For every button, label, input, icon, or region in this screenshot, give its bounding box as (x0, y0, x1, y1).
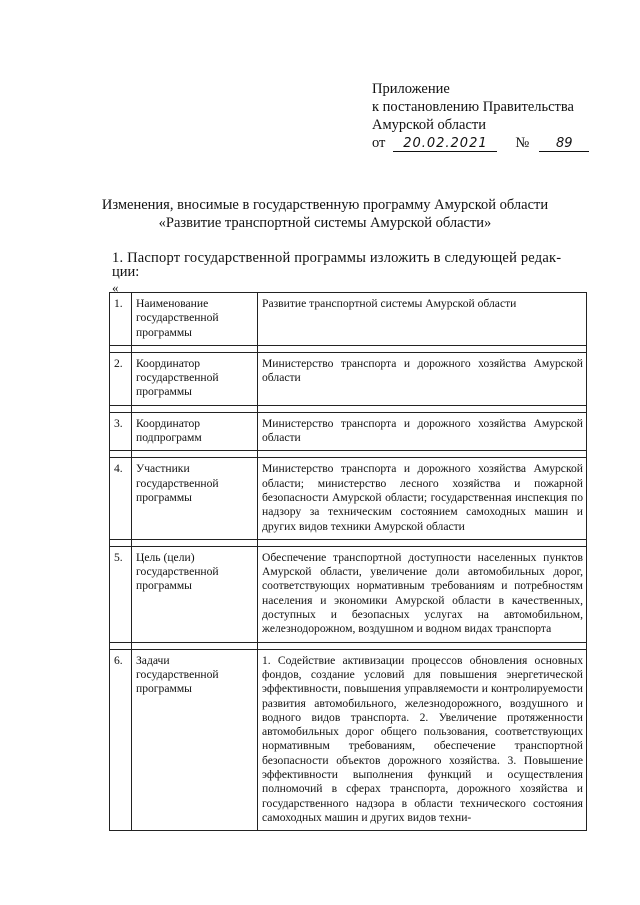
title-line-2: «Развитие транспортной системы Амурской области» (158, 215, 492, 231)
row-number: 3. (110, 412, 132, 451)
row-value: Министерство транспорта и дорожного хозяйства Амурской области (258, 352, 587, 405)
row-number: 1. (110, 293, 132, 346)
table-row (110, 412, 587, 451)
row-label: Цель (цели) государственной программы (132, 546, 258, 642)
row-value: Министерство транспорта и дорожного хозяйства Амурской области; министерство лесного хозяйства и пожарной безопасности Амурской области; государственная инспекция по надзору за техническим состоянием самоходных машин и других видов техники Амурской области (258, 458, 587, 539)
ot-label: от (372, 135, 386, 151)
row-number: 4. (110, 458, 132, 539)
row-number: 5. (110, 546, 132, 642)
handwritten-date: 20.02.2021 (393, 137, 497, 152)
row-value: Развитие транспортной системы Амурской области (258, 293, 587, 346)
intro-paragraph-line-1: 1. Паспорт государственной программы изложить в следующей редак- (112, 250, 562, 266)
opening-quote: « (112, 280, 119, 295)
appendix-line-3: Амурской области (372, 117, 486, 133)
table-row (110, 458, 587, 539)
document-title (60, 196, 590, 232)
intro-paragraph-line-2: ции: (112, 264, 140, 280)
appendix-date-number-row (372, 134, 589, 152)
table-row (110, 352, 587, 405)
row-label: Участники государственной программы (132, 458, 258, 539)
row-number: 2. (110, 352, 132, 405)
row-value: Министерство транспорта и дорожного хозяйства Амурской области (258, 412, 587, 451)
appendix-header (372, 80, 589, 152)
table-row (110, 649, 587, 831)
appendix-line-1: Приложение (372, 81, 450, 97)
title-line-1: Изменения, вносимые в государственную программу Амурской области (101, 197, 549, 213)
row-value: 1. Содействие активизации процессов обновления основных фондов, создание условий для повышения энергетической эффективности, повышения управляемости и контролируемости развития автомобильного, железнодорожного, воздушного и водного видов транспорта. 2. Увеличение протяженности автомобильных дорог общего пользования, соответствующих нормативным требованиям, обеспечение транспортной безопасности объектов дорожного хозяйства. 3. Повышение эффективности выполнения функций и осуществления полномочий в сферах транспорта, дорожного хозяйства и государственного надзора в области технического состояния самоходных машин и других видов техни- (258, 649, 587, 831)
row-label: Координатор государственной программы (132, 352, 258, 405)
passport-table (109, 292, 587, 831)
number-sign: № (515, 135, 530, 151)
handwritten-number: 89 (539, 137, 589, 152)
row-label: Координатор подпрограмм (132, 412, 258, 451)
table-row (110, 293, 587, 346)
appendix-line-2: к постановлению Правительства (372, 99, 574, 115)
row-value: Обеспечение транспортной доступности населенных пунктов Амурской области, увеличение доли автомобильных дорог, соответствующих нормативным требованиям и потребностям населения и экономики Амурской области в качественных, доступных и безопасных услугах на автомобильном, железнодорожном, воздушном и водном видах транспорта (258, 546, 587, 642)
table-row (110, 546, 587, 642)
row-number: 6. (110, 649, 132, 831)
row-label: Задачи государственной программы (132, 649, 258, 831)
row-label: Наименование государственной программы (132, 293, 258, 346)
